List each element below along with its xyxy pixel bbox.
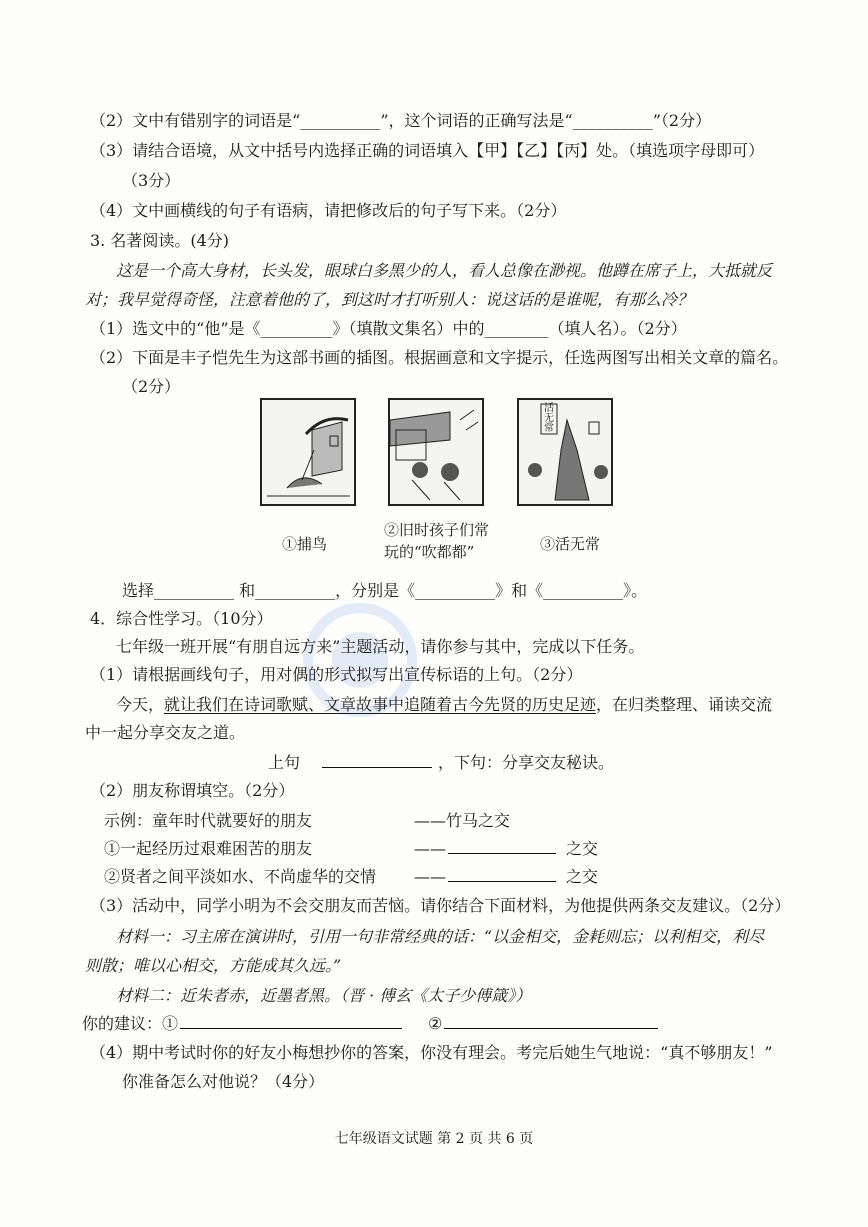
q3-passage-line2: 对；我早觉得奇怪，注意着他的了，到这时才打听别人：说这话的是谁呢，有那么冷？ [85, 290, 694, 309]
item2-blank[interactable] [448, 867, 556, 882]
q3-sub1: （1）选文中的“他”是《_________》（填散文集名）中的________（填人名）。（2分） [90, 319, 687, 338]
item2-dash: —— [414, 867, 446, 886]
para-suffix: ，在归类整理、诵读交流 [596, 695, 773, 714]
item1-left: ①一起经历过艰难困苦的朋友 [104, 839, 313, 858]
bird-trap-drawing [262, 400, 354, 504]
material2: 材料二：近朱者赤，近墨者黑。（晋 · 傅玄《太子少傅箴》） [116, 986, 532, 1005]
item2-suffix: 之交 [566, 867, 599, 886]
caption-1: ①捕鸟 [282, 535, 328, 553]
material1-line1: 材料一：习主席在演讲时，引用一句非常经典的话：“以金相交，金耗则忘；以利相交，利尽 [116, 927, 765, 946]
advice-blank-2[interactable] [444, 1014, 658, 1029]
illustration-huowuchang [517, 398, 613, 506]
item2-answer [414, 866, 598, 888]
q3-sub2: （2）下面是丰子恺先生为这部书画的插图。根据画意和文字提示，任选两图写出相关文章的篇名。 [90, 348, 789, 367]
page-footer: 七年级语文试题 第 2 页 共 6 页 [334, 1131, 534, 1147]
q2-sub4: （4）文中画横线的句子有语病，请把修改后的句子写下来。（2分） [90, 201, 567, 220]
illustration-blowing-toy [388, 398, 484, 506]
upper-blank[interactable] [322, 753, 432, 768]
children-playing-drawing [390, 400, 482, 504]
upper-line [268, 752, 614, 774]
q4-paragraph-line2: 中一起分享交友之道。 [85, 723, 246, 742]
item1-answer [414, 838, 598, 860]
example-right: ——竹马之交 [414, 811, 511, 830]
pic3-sign-text: 活无常 [544, 403, 554, 434]
para-prefix: 今天， [116, 695, 165, 714]
advice-line [82, 1013, 658, 1035]
lower-text: ，下句：分享交友秘诀。 [438, 753, 615, 772]
item1-blank[interactable] [448, 839, 556, 854]
q4-sub4-line2: 你准备怎么对他说？（4分） [122, 1072, 325, 1091]
underlined-sentence: 就让我们在诗词歌赋、文章故事中追随着古今先贤的历史足迹 [164, 695, 597, 714]
caption-3: ③活无常 [540, 535, 601, 553]
q4-sub4: （4）期中考试时你的好友小梅想抄你的答案，你没有理会。考完后她生气地说：“真不够朋友！” [90, 1043, 773, 1062]
advice-2-label: ② [428, 1014, 443, 1033]
q4-intro: 七年级一班开展“有朋自远方来”主题活动，请你参与其中，完成以下任务。 [116, 637, 645, 656]
caption-2-line2: 玩的“吹都都” [384, 543, 475, 561]
advice-blank-1[interactable] [180, 1014, 402, 1029]
item2-left: ②贤者之间平淡如水、不尚虚华的交情 [104, 867, 377, 886]
q3-heading: 3. 名著阅读。(4分) [90, 231, 230, 250]
wuchang-figure-drawing [519, 400, 611, 504]
illustration-catching-birds [260, 398, 356, 506]
q2-sub2: （2）文中有错别字的词语是“__________”，这个词语的正确写法是“__________”（2分） [90, 111, 712, 130]
caption-2-line1: ②旧时孩子们常 [384, 521, 490, 539]
example-left: 示例：童年时代就要好的朋友 [104, 811, 313, 830]
q3-choose-line: 选择__________ 和__________，分别是《__________》和《__________》。 [122, 581, 648, 600]
q4-sub3: （3）活动中，同学小明为不会交朋友而苦恼。请你结合下面材料，为他提供两条交友建议。（2分） [90, 896, 791, 915]
item1-dash: —— [414, 839, 446, 858]
q3-sub2-score: （2分） [122, 377, 181, 396]
q3-passage-line1: 这是一个高大身材，长头发，眼球白多黑少的人，看人总像在渺视。他蹲在席子上，大抵就反 [116, 261, 773, 280]
item1-suffix: 之交 [566, 839, 599, 858]
q2-sub3-score: （3分） [122, 171, 181, 190]
q4-sub2: （2）朋友称谓填空。（2分） [90, 781, 295, 800]
q2-sub3: （3）请结合语境，从文中括号内选择正确的词语填入【甲】【乙】【丙】处。（填选项字母即可） [90, 141, 765, 160]
q4-sub1: （1）请根据画线句子，用对偶的形式拟写出宣传标语的上句。（2分） [90, 665, 583, 684]
upper-label: 上句 [268, 753, 301, 772]
q4-paragraph-line1 [116, 694, 772, 716]
advice-label: 你的建议：① [82, 1014, 179, 1033]
q4-heading: 4．综合性学习。（10分） [90, 609, 273, 628]
material1-line2: 则散；唯以心相交，方能成其久远。” [85, 956, 342, 975]
